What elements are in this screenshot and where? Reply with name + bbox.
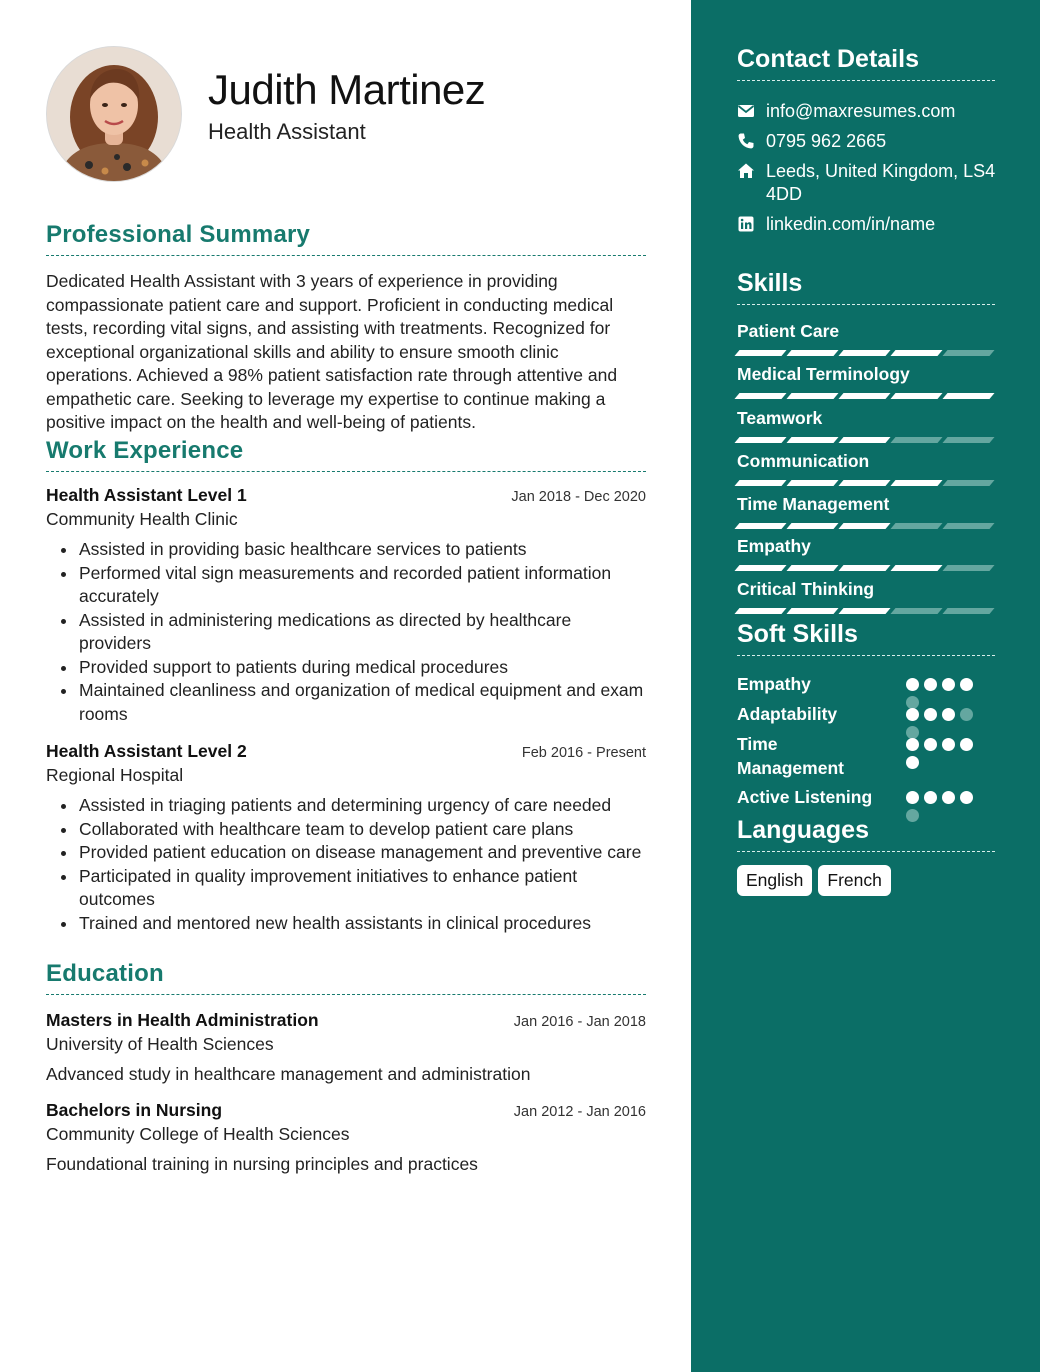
skill-name: Empathy (737, 536, 811, 556)
school-name: Community College of Health Sciences (46, 1124, 350, 1144)
linkedin-text: linkedin.com/in/name (766, 214, 936, 234)
skill-name: Medical Terminology (737, 364, 910, 384)
level-segment-filled (786, 523, 838, 529)
rating-dot-filled (924, 708, 937, 721)
contact-phone[interactable] (737, 130, 997, 153)
job-bullet: • Participated in quality improvement initiatives to enhance patient outcomes (78, 865, 646, 912)
summary-heading: Professional Summary (46, 221, 646, 256)
skill-item (737, 579, 995, 614)
rating-dot-filled (906, 678, 919, 691)
home-icon (737, 162, 755, 180)
rating-dot-filled (942, 738, 955, 751)
education-dates: Jan 2016 - Jan 2018 (513, 1014, 646, 1030)
rating-dot-filled (906, 791, 919, 804)
rating-dot-filled (960, 678, 973, 691)
job-organization: Community Health Clinic (46, 509, 238, 529)
job-dates: Jan 2018 - Dec 2020 (511, 489, 646, 505)
envelope-icon (737, 102, 755, 120)
job-dates: Feb 2016 - Present (521, 745, 646, 761)
soft-skill-rating (906, 738, 986, 769)
job-bullet: • Assisted in providing basic healthcare services to patients (78, 538, 646, 562)
school-name: University of Health Sciences (46, 1034, 274, 1054)
level-segment-empty (942, 608, 994, 614)
skill-level-bar (737, 523, 995, 529)
languages-list (737, 865, 891, 896)
level-segment-empty (942, 565, 994, 571)
contact-heading: Contact Details (737, 45, 995, 81)
skill-name: Time Management (737, 494, 890, 514)
skill-item (737, 536, 995, 571)
level-segment-filled (734, 393, 786, 399)
sidebar (691, 0, 1040, 1372)
level-segment-filled (734, 350, 786, 356)
skill-name: Critical Thinking (737, 579, 875, 599)
linkedin-icon (737, 215, 755, 233)
rating-dot-filled (942, 791, 955, 804)
job-header (46, 485, 646, 506)
level-segment-filled (786, 393, 838, 399)
skill-level-bar (737, 480, 995, 486)
level-segment-empty (890, 608, 942, 614)
language-tag: French (818, 865, 890, 896)
level-segment-filled (838, 523, 890, 529)
job-bullet: • Performed vital sign measurements and recorded patient information accurately (78, 562, 646, 609)
level-segment-filled (786, 437, 838, 443)
education-header (46, 1010, 646, 1031)
education-description: Advanced study in healthcare management and administration (46, 1064, 531, 1084)
soft-skill-name: Active Listening (737, 787, 873, 807)
rating-dot-filled (960, 738, 973, 751)
skills-heading: Skills (737, 269, 995, 305)
level-segment-empty (890, 437, 942, 443)
rating-dot-empty (960, 708, 973, 721)
education-header (46, 1100, 646, 1121)
job-bullet: • Provided patient education on disease management and preventive care (78, 841, 646, 865)
level-segment-empty (890, 523, 942, 529)
rating-dot-filled (924, 791, 937, 804)
level-segment-filled (838, 437, 890, 443)
soft-skill-name: Time Management (737, 734, 844, 778)
level-segment-filled (734, 480, 786, 486)
contact-email[interactable] (737, 100, 997, 123)
level-segment-filled (942, 393, 994, 399)
soft-skill-rating (906, 678, 986, 709)
skill-item (737, 321, 995, 356)
soft-skills-heading: Soft Skills (737, 620, 995, 656)
job-entry (46, 741, 646, 935)
job-bullet: • Trained and mentored new health assistants in clinical procedures (78, 912, 646, 936)
job-bullet: • Assisted in triaging patients and determining urgency of care needed (78, 794, 646, 818)
job-bullet: • Assisted in administering medications as directed by healthcare providers (78, 609, 646, 656)
degree-title: Bachelors in Nursing (46, 1100, 223, 1120)
degree-title: Masters in Health Administration (46, 1010, 319, 1030)
level-segment-filled (786, 350, 838, 356)
job-bullets (46, 538, 646, 726)
level-segment-empty (942, 523, 994, 529)
level-segment-filled (786, 565, 838, 571)
job-entry (46, 485, 646, 726)
languages-heading: Languages (737, 816, 995, 852)
education-description: Foundational training in nursing principles and practices (46, 1154, 478, 1174)
level-segment-empty (942, 350, 994, 356)
experience-heading: Work Experience (46, 437, 646, 472)
job-organization: Regional Hospital (46, 765, 184, 785)
rating-dot-filled (906, 756, 919, 769)
candidate-name: Judith Martinez (208, 66, 486, 113)
education-entry (46, 1010, 646, 1085)
language-tag: English (737, 865, 812, 896)
level-segment-filled (734, 565, 786, 571)
skill-level-bar (737, 608, 995, 614)
skill-item (737, 451, 995, 486)
level-segment-filled (890, 393, 942, 399)
contact-linkedin[interactable] (737, 213, 997, 236)
address-text: Leeds, United Kingdom, LS4 4DD (766, 161, 996, 204)
level-segment-filled (734, 437, 786, 443)
rating-dot-filled (924, 678, 937, 691)
level-segment-filled (734, 608, 786, 614)
rating-dot-filled (924, 738, 937, 751)
contact-address (737, 160, 997, 206)
job-title: Health Assistant Level 2 (46, 741, 247, 761)
skill-level-bar (737, 437, 995, 443)
job-title: Health Assistant Level 1 (46, 485, 247, 505)
rating-dot-filled (942, 678, 955, 691)
education-dates: Jan 2012 - Jan 2016 (513, 1104, 646, 1120)
education-heading: Education (46, 960, 646, 995)
skill-name: Communication (737, 451, 870, 471)
level-segment-filled (786, 608, 838, 614)
rating-dot-filled (960, 791, 973, 804)
level-segment-filled (838, 565, 890, 571)
job-bullets (46, 794, 646, 935)
level-segment-empty (942, 480, 994, 486)
level-segment-filled (838, 350, 890, 356)
profile-photo (46, 46, 182, 182)
soft-skill-rating (906, 708, 986, 739)
skill-name: Patient Care (737, 321, 840, 341)
job-bullet: • Provided support to patients during medical procedures (78, 656, 646, 680)
job-bullet: • Collaborated with healthcare team to develop patient care plans (78, 818, 646, 842)
skill-name: Teamwork (737, 408, 823, 428)
skill-level-bar (737, 565, 995, 571)
soft-skill-name: Adaptability (737, 704, 838, 724)
education-entry (46, 1100, 646, 1175)
level-segment-filled (838, 480, 890, 486)
job-header (46, 741, 646, 762)
level-segment-filled (838, 393, 890, 399)
skill-item (737, 408, 995, 443)
level-segment-filled (734, 523, 786, 529)
skill-item (737, 364, 995, 399)
skill-item (737, 494, 995, 529)
phone-text: 0795 962 2665 (766, 131, 887, 151)
phone-icon (737, 132, 755, 150)
job-bullet: • Maintained cleanliness and organization of medical equipment and exam rooms (78, 679, 646, 726)
level-segment-filled (838, 608, 890, 614)
level-segment-filled (786, 480, 838, 486)
rating-dot-filled (942, 708, 955, 721)
rating-dot-filled (906, 738, 919, 751)
rating-dot-filled (906, 708, 919, 721)
soft-skill-name: Empathy (737, 674, 811, 694)
level-segment-filled (890, 565, 942, 571)
email-text: info@maxresumes.com (766, 101, 956, 121)
level-segment-empty (942, 437, 994, 443)
summary-text: Dedicated Health Assistant with 3 years of experience in providing compassionate patient care and support. Proficient in conducting medical tests, recording vital signs, and assisting with treatments. Recognized for exceptional organizational skills and ability to ensure smooth clinic operations. Achieved a 98% patient satisfaction rate through attentive and empathetic care. Seeking to leverage my expertise to continue making a positive impact on the health and well-being of patients. (46, 271, 618, 432)
candidate-job-title: Health Assistant (208, 119, 366, 144)
skill-level-bar (737, 393, 995, 399)
skill-level-bar (737, 350, 995, 356)
level-segment-filled (890, 350, 942, 356)
level-segment-filled (890, 480, 942, 486)
